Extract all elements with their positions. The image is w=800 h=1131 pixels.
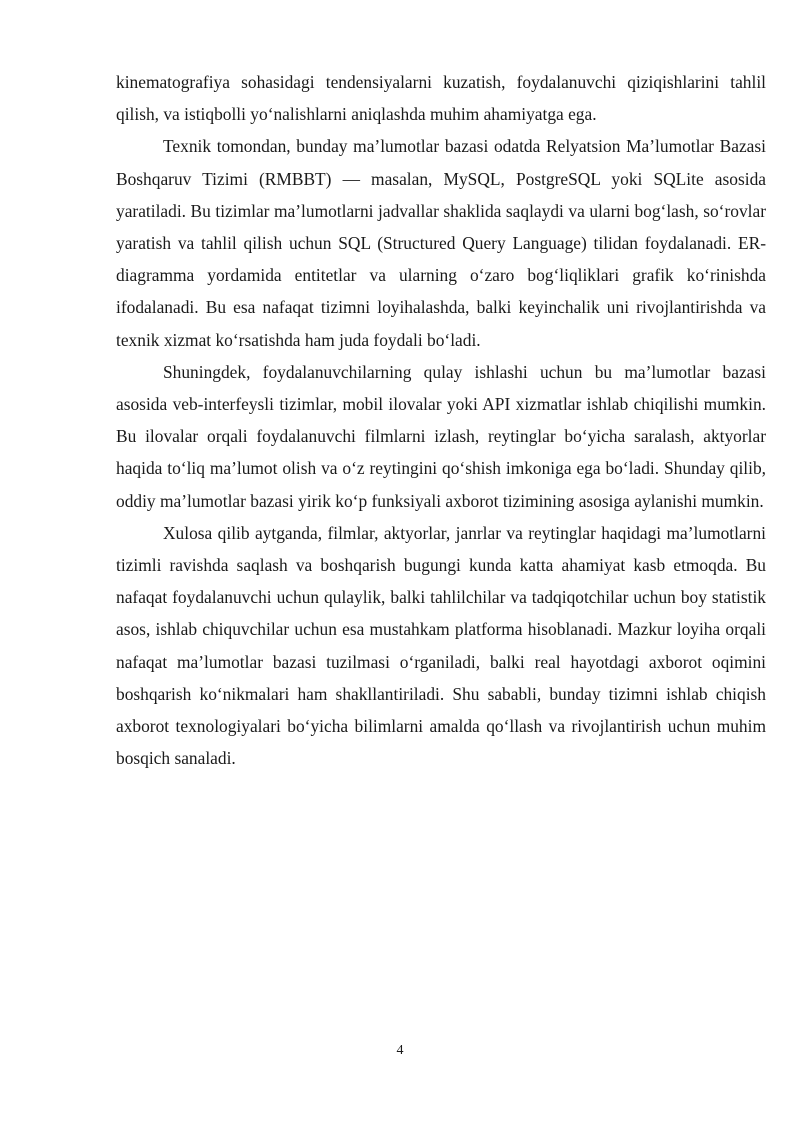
page-number: 4	[396, 1043, 404, 1058]
paragraph-technical: Texnik tomondan, bunday ma’lumotlar bazasi odatda Relyatsion Ma’lumotlar Bazasi Boshqaruv Tizimi (RMBBT) — masalan, MySQL, PostgreSQL yoki SQLite asosida yaratiladi. Bu tizimlar ma’lumotlarni jadvallar shaklida saqlaydi va ularni bog‘lash, so‘rovlar yaratish va tahlil qilish uchun SQL (Structured Query Language) tilidan foydalanadi. ER-diagramma yordamida entitetlar va ularning o‘zaro bog‘liqliklari grafik ko‘rinishda ifodalanadi. Bu esa nafaqat tizimni loyihalashda, balki keyinchalik uni rivojlantirishda va texnik xizmat ko‘rsatishda ham juda foydali bo‘ladi.	[116, 136, 766, 350]
paragraph-continuation: kinematografiya sohasidagi tendensiyalarni kuzatish, foydalanuvchi qiziqishlarini tahlil qilish, va istiqbolli yo‘nalishlarni aniqlashda muhim ahamiyatga ega.	[116, 72, 766, 125]
paragraph-conclusion: Xulosa qilib aytganda, filmlar, aktyorlar, janrlar va reytinglar haqidagi ma’lumotlarni tizimli ravishda saqlash va boshqarish bugungi kunda katta ahamiyat kasb etmoqda. Bu nafaqat foydalanuvchi uchun qulaylik, balki tahlilchilar va tadqiqotchilar uchun boy statistik asos, ishlab chiquvchilar uchun esa mustahkam platforma hisoblanadi. Mazkur loyiha orqali nafaqat ma’lumotlar bazasi tuzilmasi o‘rganiladi, balki real hayotdagi axborot oqimini boshqarish ko‘nikmalari ham shakllantiriladi. Shu sababli, bunday tizimni ishlab chiqish axborot texnologiyalari bo‘yicha bilimlarni amalda qo‘llash va rivojlantirish uchun muhim bosqich sanaladi.	[116, 522, 766, 769]
paragraph-applications: Shuningdek, foydalanuvchilarning qulay ishlashi uchun bu ma’lumotlar bazasi asosida veb-interfeysli tizimlar, mobil ilovalar yoki API xizmatlar ishlab chiqilishi mumkin. Bu ilovalar orqali foydalanuvchi filmlarni izlash, reytinglar bo‘yicha saralash, aktyorlar haqida to‘liq ma’lumot olish va o‘z reytingini qo‘shish imkoniga ega bo‘ladi. Shunday qilib, oddiy ma’lumotlar bazasi yirik ko‘p funksiyali axborot tizimining asosiga aylanishi mumkin.	[116, 361, 766, 511]
body-text	[116, 66, 766, 774]
